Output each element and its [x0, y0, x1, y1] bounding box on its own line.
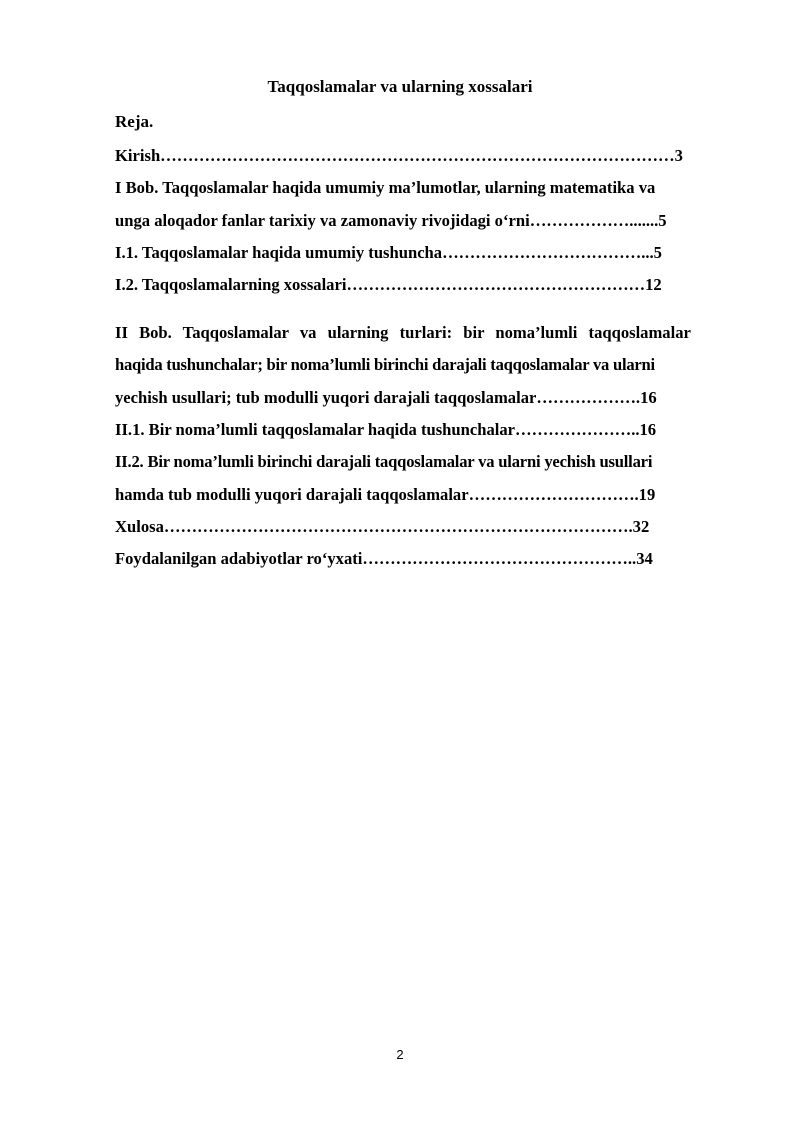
- toc-entry-chapter-2-line-2: haqida tushunchalar; bir noma’lumli birinchi darajali taqqoslamalar va ularni: [115, 355, 655, 374]
- toc-entry-references: Foydalanilgan adabiyotlar ro‘yxati…………………………………………..34: [115, 549, 653, 568]
- document-title: Taqqoslamalar va ularning xossalari: [267, 77, 533, 96]
- page-number: 2: [396, 1047, 404, 1062]
- toc-entry-section-2-2-line-1: II.2. Bir noma’lumli birinchi darajali taqqoslamalar va ularni yechish usullari: [115, 452, 653, 471]
- toc-entry-chapter-1-line-1: I Bob. Taqqoslamalar haqida umumiy ma’lumotlar, ularning matematika va: [115, 178, 656, 197]
- toc-entry-conclusion: Xulosa………………………………………………………………………….32: [115, 517, 650, 536]
- toc-entry-chapter-2-line-3: yechish usullari; tub modulli yuqori darajali taqqoslamalar……………….16: [115, 388, 657, 407]
- toc-entry-section-1-2: I.2. Taqqoslamalarning xossalari………………………………………………12: [115, 275, 662, 294]
- toc-entry-introduction: Kirish…………………………………………………………………………………3: [115, 146, 683, 165]
- toc-entry-chapter-1-line-2: unga aloqador fanlar tarixiy va zamonaviy rivojidagi o‘rni……………….......5: [115, 211, 667, 230]
- toc-entry-section-2-1: II.1. Bir noma’lumli taqqoslamalar haqida tushunchalar…………………..16: [115, 420, 657, 439]
- toc-entry-chapter-2-line-1: [115, 322, 742, 344]
- toc-entry-section-1-1: I.1. Taqqoslamalar haqida umumiy tushuncha………………………………...5: [115, 243, 662, 262]
- toc-entry-section-2-2-line-2: hamda tub modulli yuqori darajali taqqoslamalar………………………….19: [115, 485, 656, 504]
- plan-heading: Reja.: [115, 112, 154, 131]
- toc-entry-chapter-2-line-1-text: II Bob. Taqqoslamalar va ularning turlari: bir noma’lumli taqqoslamalar: [115, 323, 691, 342]
